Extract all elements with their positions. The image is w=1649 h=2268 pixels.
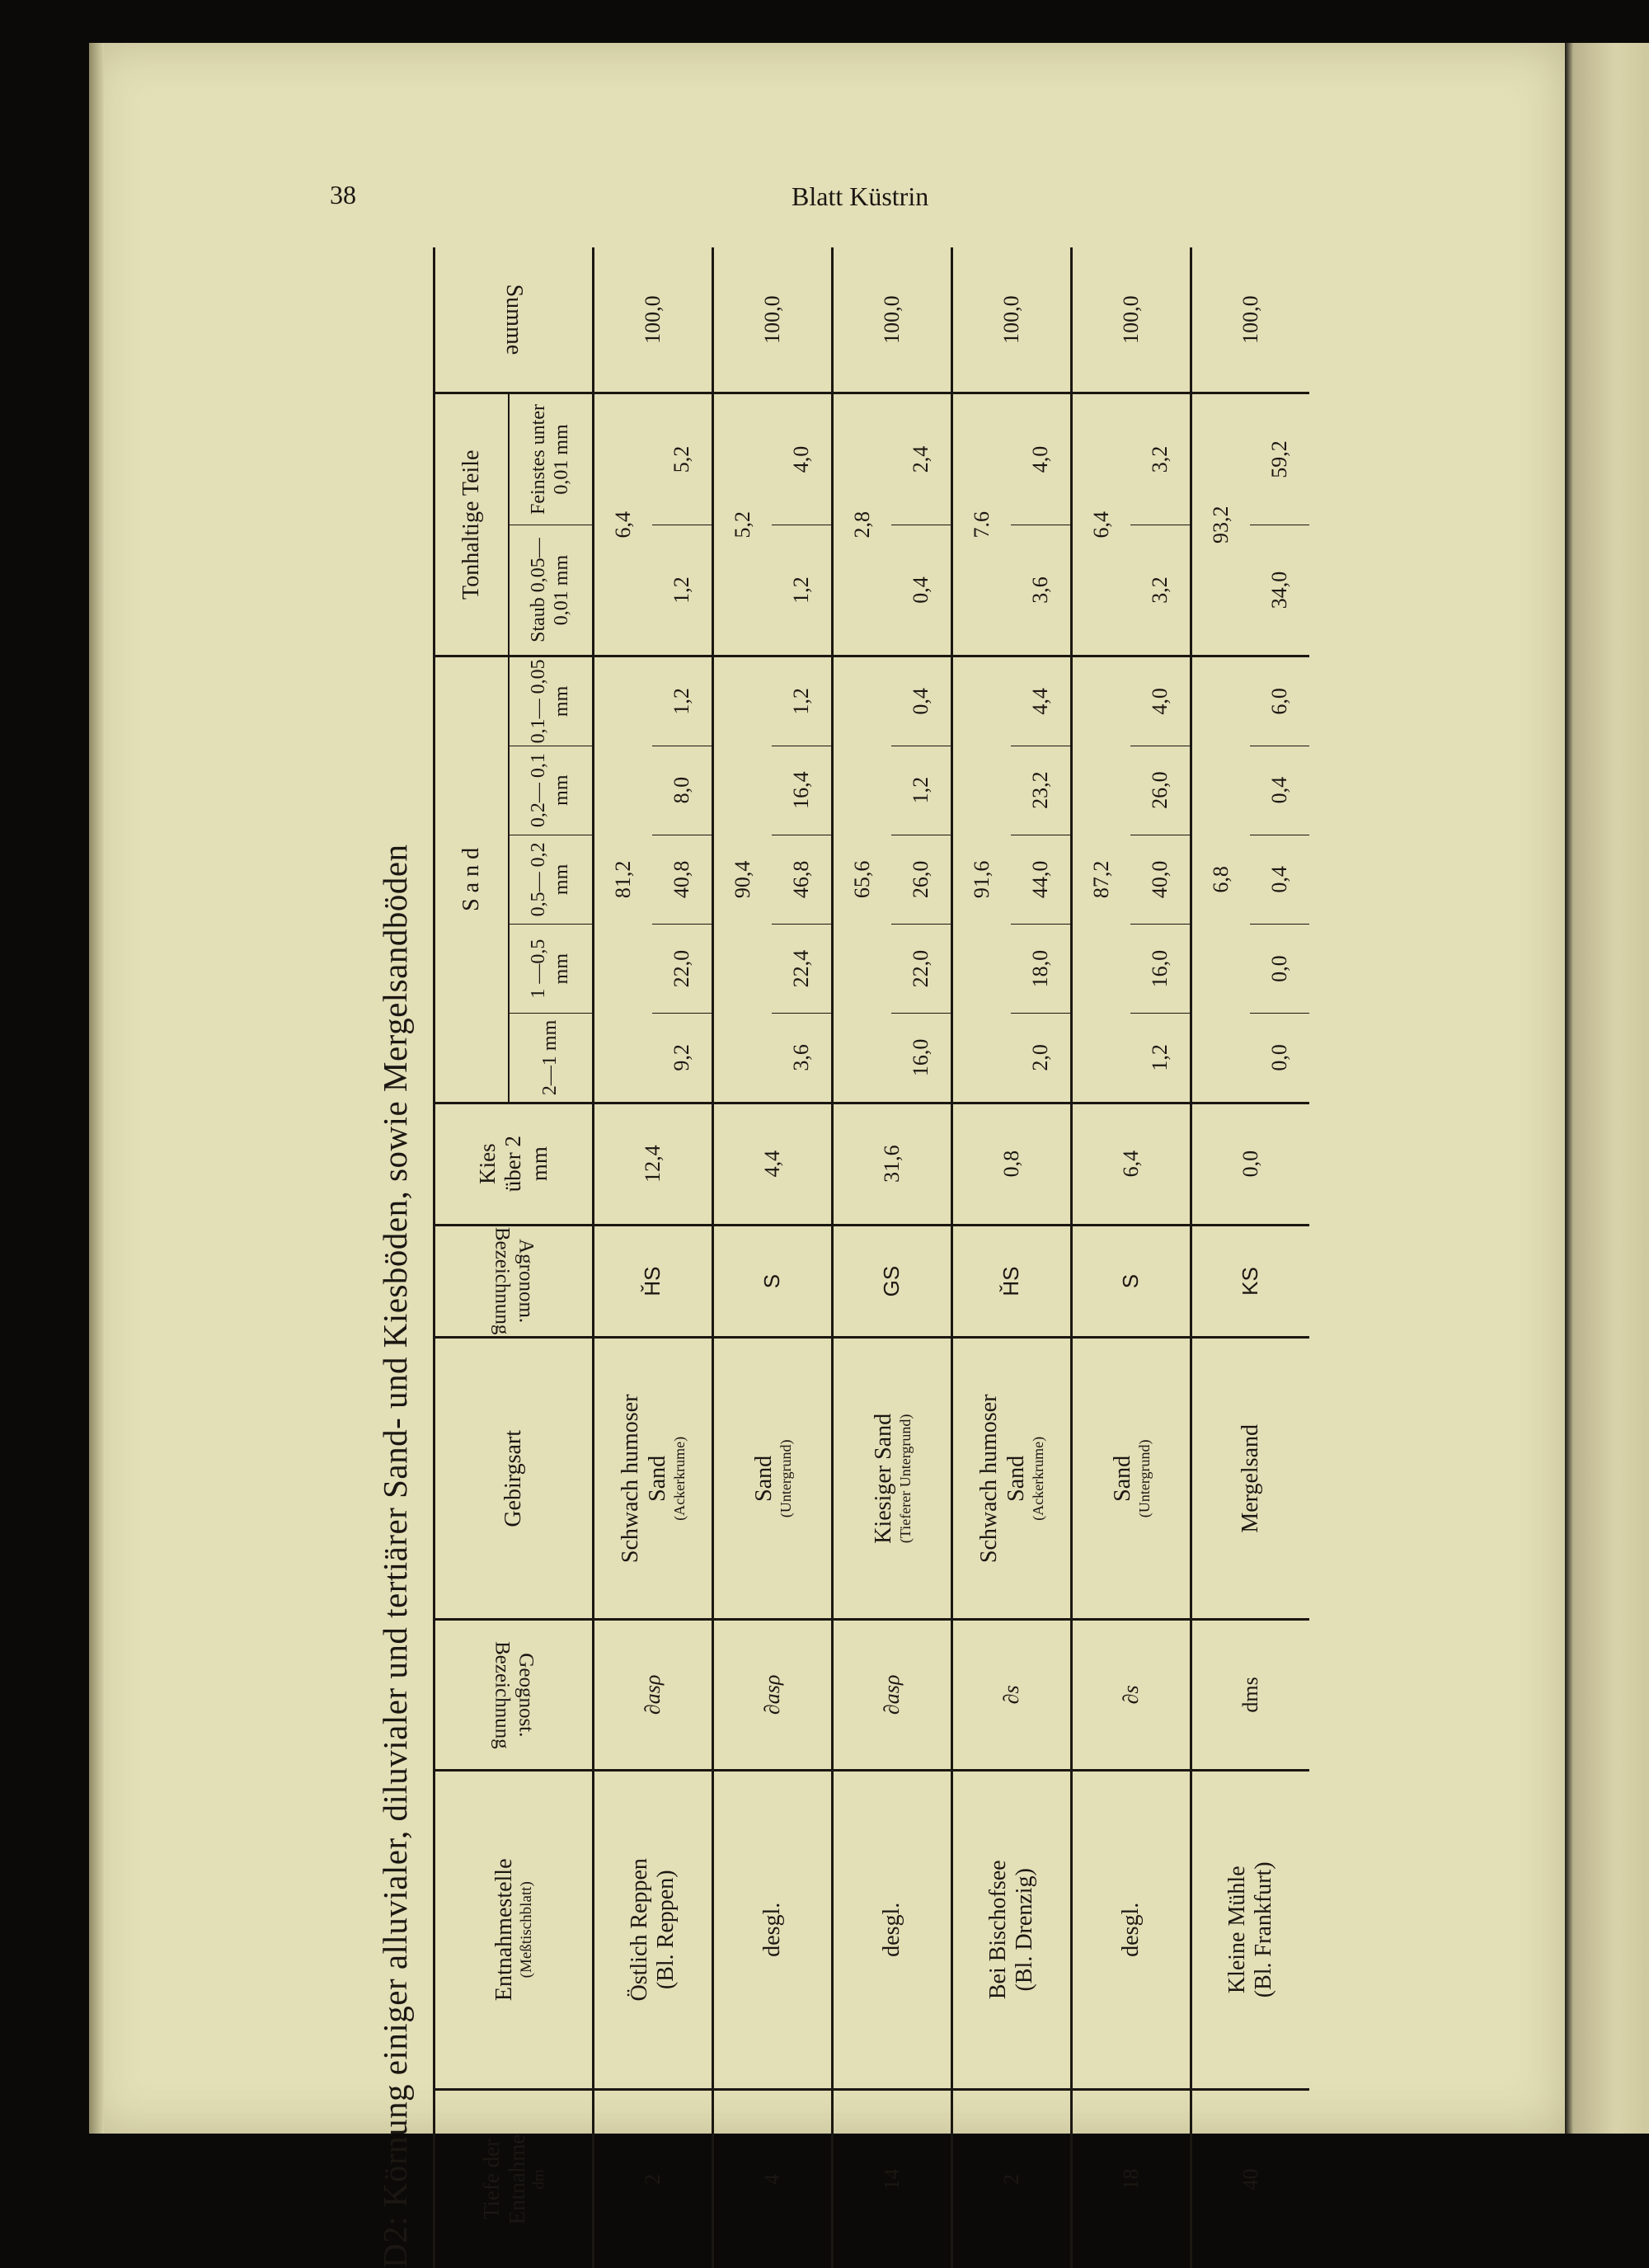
rotated-table-block — [367, 247, 1340, 2268]
cell-ton: 1,2 — [772, 525, 833, 656]
cell-ton: 2,4 — [891, 393, 952, 525]
cell-summe: 100,0 — [833, 247, 952, 393]
header-summe: Summe — [435, 247, 594, 393]
cell-gebirgsart: Sand (Untergrund) — [1072, 1338, 1191, 1620]
header-geognost: Geognost. Bezeichnung — [435, 1620, 594, 1770]
cell-ton-total: 6,4 — [1072, 393, 1131, 656]
facing-page-edge — [1565, 43, 1649, 2134]
cell-sand: 40,8 — [652, 835, 713, 924]
header-sand-col: 0,5— 0,2 mm — [509, 835, 594, 924]
cell-gebirgsart: Schwach humoser Sand (Ackerkrume) — [952, 1338, 1072, 1620]
cell-entnahmestelle: Östlich Reppen (Bl. Reppen) — [594, 1770, 713, 2089]
cell-tiefe: 14 — [833, 2090, 952, 2268]
cell-entnahmestelle: Kleine Mühle (Bl. Frankfurt) — [1191, 1770, 1310, 2089]
cell-sand: 4,4 — [1011, 656, 1072, 746]
cell-ton: 3,2 — [1130, 393, 1191, 525]
cell-sand-total: 87,2 — [1072, 656, 1131, 1103]
cell-ton: 3,6 — [1011, 525, 1072, 656]
header-sand-col: 0,1— 0,05 mm — [509, 656, 594, 746]
cell-ton: 3,2 — [1130, 525, 1191, 656]
header-sand-col: 2—1 mm — [509, 1014, 594, 1103]
cell-sand: 18,0 — [1011, 925, 1072, 1014]
table-title: D2: Körnung einiger alluvialer, diluvialer und tertiärer Sand- und Kiesböden, sowie Mergelsandböden — [375, 247, 415, 2268]
cell-entnahmestelle: Bei Bischofsee (Bl. Drenzig) — [952, 1770, 1072, 2089]
cell-sand: 4,0 — [1130, 656, 1191, 746]
cell-sand: 22,4 — [772, 925, 833, 1014]
header-sand-col: 1 —0,5 mm — [509, 925, 594, 1014]
cell-sand-total: 90,4 — [713, 656, 773, 1103]
cell-entnahmestelle: desgl. — [833, 1770, 952, 2089]
cell-gebirgsart: Kiesiger Sand (Tieferer Untergrund) — [833, 1338, 952, 1620]
cell-summe: 100,0 — [952, 247, 1072, 393]
cell-sand: 0,0 — [1250, 1014, 1309, 1103]
cell-sand: 6,0 — [1250, 656, 1309, 746]
header-sand: S a n d — [435, 656, 510, 1103]
cell-sand: 1,2 — [772, 656, 833, 746]
cell-summe: 100,0 — [1191, 247, 1310, 393]
header-agronom: Agronom. Bezeichnung — [435, 1225, 594, 1338]
cell-summe: 100,0 — [713, 247, 833, 393]
cell-geognost: ∂asρ — [833, 1620, 952, 1770]
table-row — [1191, 247, 1251, 2268]
cell-sand-total: 6,8 — [1191, 656, 1251, 1103]
cell-sand: 16,0 — [891, 1014, 952, 1103]
header-ton-col: Staub 0,05—0,01 mm — [509, 525, 594, 656]
cell-tiefe: 40 — [1191, 2090, 1310, 2268]
cell-summe: 100,0 — [594, 247, 713, 393]
cell-sand: 0,0 — [1250, 925, 1309, 1014]
cell-agronom: ȞS — [594, 1225, 713, 1338]
cell-sand-total: 91,6 — [952, 656, 1012, 1103]
cell-gebirgsart: Schwach humoser Sand (Ackerkrume) — [594, 1338, 713, 1620]
cell-sand: 22,0 — [652, 925, 713, 1014]
cell-agronom: KS — [1191, 1225, 1310, 1338]
cell-kies: 6,4 — [1072, 1103, 1191, 1225]
cell-agronom: GS — [833, 1225, 952, 1338]
cell-sand: 0,4 — [1250, 835, 1309, 924]
cell-summe: 100,0 — [1072, 247, 1191, 393]
cell-ton-total: 7.6 — [952, 393, 1012, 656]
cell-sand: 22,0 — [891, 925, 952, 1014]
cell-kies: 4,4 — [713, 1103, 833, 1225]
cell-sand: 40,0 — [1130, 835, 1191, 924]
cell-sand: 1,2 — [1130, 1014, 1191, 1103]
cell-sand: 3,6 — [772, 1014, 833, 1103]
cell-tiefe: 2 — [594, 2090, 713, 2268]
cell-sand: 16,0 — [1130, 925, 1191, 1014]
cell-geognost: ∂asρ — [713, 1620, 833, 1770]
page-number: 38 — [330, 180, 356, 210]
header-tiefe: Tiefe der Entnahme dm — [435, 2090, 594, 2268]
cell-ton: 59,2 — [1250, 393, 1309, 525]
cell-sand: 46,8 — [772, 835, 833, 924]
cell-ton-total: 2,8 — [833, 393, 892, 656]
cell-kies: 31,6 — [833, 1103, 952, 1225]
table-row — [713, 247, 773, 2268]
cell-gebirgsart: Sand (Untergrund) — [713, 1338, 833, 1620]
cell-sand: 16,4 — [772, 746, 833, 835]
cell-agronom: ȞS — [952, 1225, 1072, 1338]
cell-geognost: ∂asρ — [594, 1620, 713, 1770]
cell-ton: 4,0 — [1011, 393, 1072, 525]
cell-kies: 12,4 — [594, 1103, 713, 1225]
cell-tiefe: 2 — [952, 2090, 1072, 2268]
cell-sand: 1,2 — [652, 656, 713, 746]
cell-geognost: ∂s — [1072, 1620, 1191, 1770]
cell-entnahmestelle: desgl. — [1072, 1770, 1191, 2089]
table-row — [1072, 247, 1131, 2268]
table-row — [952, 247, 1012, 2268]
cell-sand-total: 65,6 — [833, 656, 892, 1103]
cell-sand: 1,2 — [891, 746, 952, 835]
cell-agronom: S — [713, 1225, 833, 1338]
cell-ton-total: 93,2 — [1191, 393, 1251, 656]
cell-ton: 4,0 — [772, 393, 833, 525]
cell-geognost: dms — [1191, 1620, 1310, 1770]
cell-sand: 2,0 — [1011, 1014, 1072, 1103]
cell-sand-total: 81,2 — [594, 656, 653, 1103]
table-row — [594, 247, 653, 2268]
cell-ton: 0,4 — [891, 525, 952, 656]
cell-sand: 23,2 — [1011, 746, 1072, 835]
header-kies: Kies über 2 mm — [435, 1103, 594, 1225]
cell-ton-total: 5,2 — [713, 393, 773, 656]
cell-ton: 5,2 — [652, 393, 713, 525]
header-ton-col: Feinstes unter 0,01 mm — [509, 393, 594, 525]
cell-kies: 0,8 — [952, 1103, 1072, 1225]
header-entnahmestelle: Entnahmestelle (Meßtischblatt) — [435, 1770, 594, 2089]
cell-sand: 0,4 — [891, 656, 952, 746]
cell-agronom: S — [1072, 1225, 1191, 1338]
cell-tiefe: 4 — [713, 2090, 833, 2268]
cell-ton: 34,0 — [1250, 525, 1309, 656]
header-sand-col: 0,2— 0,1 mm — [509, 746, 594, 835]
cell-sand: 26,0 — [891, 835, 952, 924]
header-gebirgsart: Gebirgsart — [435, 1338, 594, 1620]
cell-gebirgsart: Mergelsand — [1191, 1338, 1310, 1620]
running-title: Blatt Küstrin — [792, 181, 928, 212]
cell-ton-total: 6,4 — [594, 393, 653, 656]
page-edge — [89, 43, 104, 2134]
grain-size-table — [433, 247, 1309, 2268]
cell-tiefe: 18 — [1072, 2090, 1191, 2268]
cell-kies: 0,0 — [1191, 1103, 1310, 1225]
header-ton: Tonhaltige Teile — [435, 393, 510, 656]
cell-ton: 1,2 — [652, 525, 713, 656]
cell-geognost: ∂s — [952, 1620, 1072, 1770]
cell-sand: 26,0 — [1130, 746, 1191, 835]
table-row — [833, 247, 892, 2268]
cell-entnahmestelle: desgl. — [713, 1770, 833, 2089]
cell-sand: 0,4 — [1250, 746, 1309, 835]
cell-sand: 9,2 — [652, 1014, 713, 1103]
cell-sand: 44,0 — [1011, 835, 1072, 924]
cell-sand: 8,0 — [652, 746, 713, 835]
